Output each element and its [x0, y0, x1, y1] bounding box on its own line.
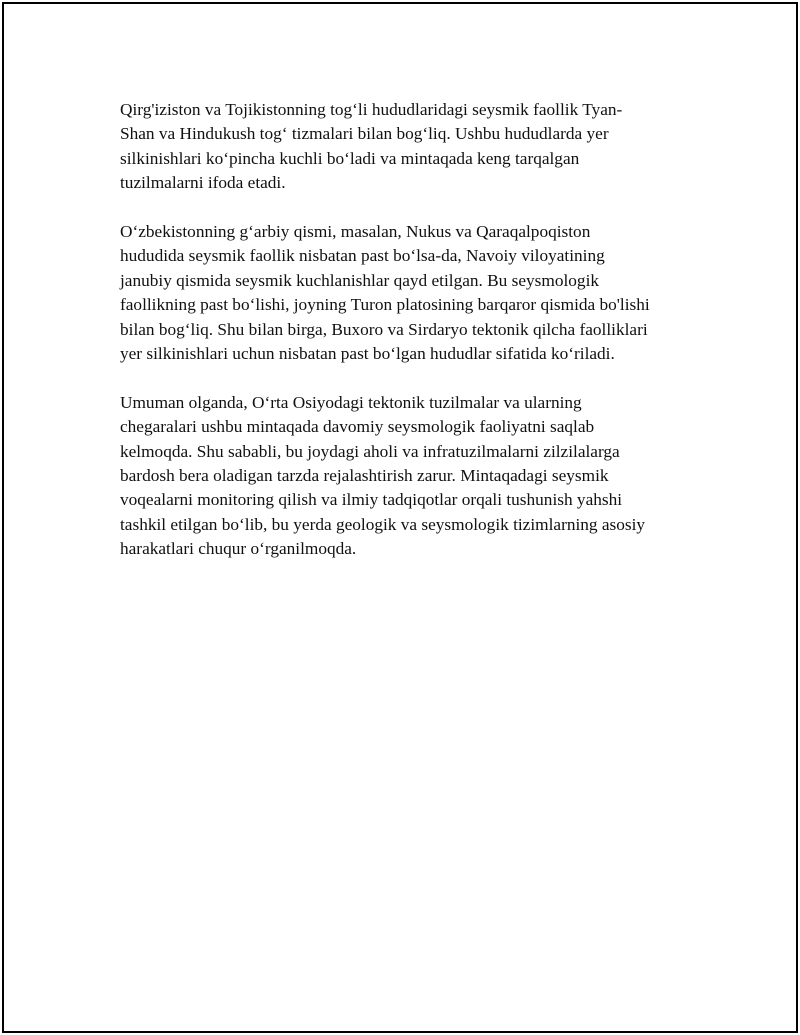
- paragraph-seismic-mountains: Qirg'iziston va Tojikistonning tog‘li hududlaridagi seysmik faollik Tyan- Shan va Hindukush tog‘ tizmalari bilan bog‘liq. Ushbu hududlarda yer silkinishlari ko‘pincha kuchli bo‘ladi va mintaqada keng tarqalgan tuzilmalarni ifoda etadi.: [120, 100, 623, 193]
- paragraph-western-uzbekistan: O‘zbekistonning g‘arbiy qismi, masalan, Nukus va Qaraqalpoqiston hududida seysmik faollik nisbatan past bo‘lsa-da, Navoiy viloyatining janubiy qismida seysmik kuchlanishlar qayd etilgan. Bu seysmologik faollikning past bo‘lishi, joyning Turon platosining barqaror qismida bo'lishi bilan bog‘liq. Shu bilan birga, Buxoro va Sirdaryo tektonik qilcha faolliklari yer silkinishlari uchun nisbatan past bo‘lgan hududlar sifatida ko‘riladi.: [120, 222, 650, 364]
- document-body: [120, 98, 672, 586]
- paragraph-conclusion: Umuman olganda, O‘rta Osiyodagi tektonik tuzilmalar va ularning chegaralari ushbu mintaqada davomiy seysmologik faoliyatni saqlab kelmoqda. Shu sababli, bu joydagi aholi va infratuzilmalarni zilzilalarga bardosh bera oladigan tarzda rejalashtirish zarur. Mintaqadagi seysmik voqealarni monitoring qilish va ilmiy tadqiqotlar orqali tushunish yahshi tashkil etilgan bo‘lib, bu yerda geologik va seysmologik tizimlarning asosiy harakatlari chuqur o‘rganilmoqda.: [120, 392, 646, 559]
- page-border-frame: [2, 2, 798, 1033]
